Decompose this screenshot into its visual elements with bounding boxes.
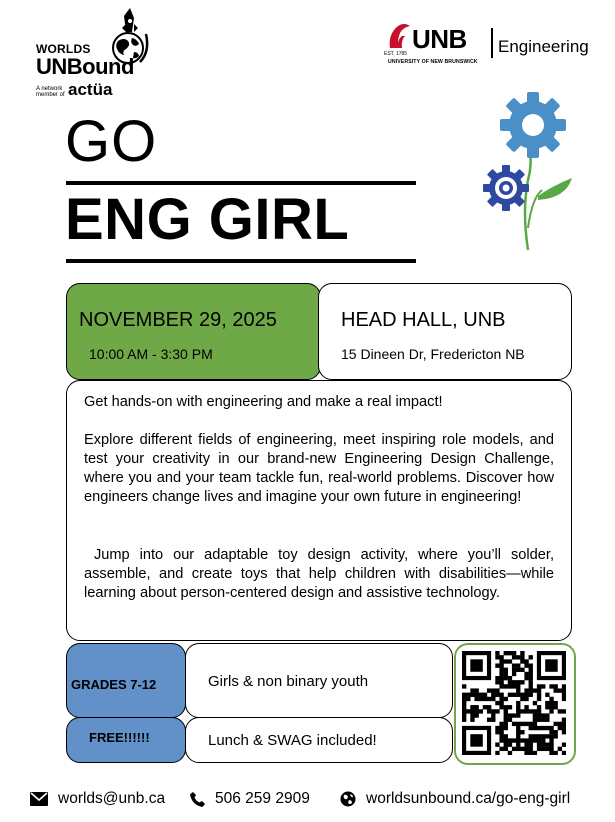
university-text: UNIVERSITY OF NEW BRUNSWICK bbox=[388, 59, 478, 65]
logo-divider bbox=[491, 28, 493, 58]
established-text: EST. 1785 bbox=[384, 51, 408, 57]
date-box bbox=[66, 283, 321, 380]
grades-text: GRADES 7-12 bbox=[71, 677, 157, 692]
title-rule-top bbox=[66, 181, 416, 185]
contact-email[interactable] bbox=[30, 788, 165, 810]
event-venue: HEAD HALL, UNB bbox=[341, 309, 506, 331]
website-text[interactable]: worldsunbound.ca/go-eng-girl bbox=[366, 790, 571, 807]
mail-icon bbox=[30, 792, 48, 806]
audience-text: Girls & non binary youth bbox=[208, 673, 369, 690]
description-intro: Get hands-on with engineering and make a real impact! bbox=[84, 394, 443, 410]
contact-website[interactable] bbox=[340, 788, 570, 810]
actua-text: actüa bbox=[68, 80, 113, 99]
description-paragraph-2: Explore different fields of engineering, meet inspiring role models, and test your creativity in our brand-new Engineering Design Challenge, where you and your team tackle fun, real-world problems. Discover how engineers change lives and imagine your own future in engineering! bbox=[84, 432, 554, 505]
unb-crest-icon bbox=[384, 22, 414, 52]
network-member-text: A network member of bbox=[36, 86, 65, 98]
grades-badge bbox=[66, 643, 186, 718]
qr-code-box[interactable] bbox=[454, 643, 576, 765]
phone-text[interactable]: 506 259 2909 bbox=[215, 790, 310, 807]
description-box bbox=[66, 380, 572, 641]
gear-flower-icon bbox=[466, 88, 596, 258]
description-paragraph-3: Jump into our adaptable toy design activity, where you’ll solder, assemble, and create toys that help children with disabilities—while learning about person-centered design and assistive technology. bbox=[84, 547, 554, 601]
unb-engineering-logo bbox=[384, 22, 604, 68]
unb-text: UNB bbox=[412, 24, 467, 54]
audience-box bbox=[185, 643, 453, 718]
perks-box bbox=[185, 717, 453, 763]
perks-text: Lunch & SWAG included! bbox=[208, 732, 377, 749]
worlds-unbound-logo bbox=[36, 6, 156, 101]
event-address: 15 Dineen Dr, Fredericton NB bbox=[341, 346, 525, 362]
email-text[interactable]: worlds@unb.ca bbox=[58, 790, 166, 807]
globe-icon bbox=[340, 791, 356, 807]
title-rule-bottom bbox=[66, 259, 416, 263]
faculty-text: Engineering bbox=[498, 37, 589, 56]
title-eng-girl: ENG GIRL bbox=[65, 187, 350, 252]
phone-icon bbox=[190, 792, 205, 807]
event-date: NOVEMBER 29, 2025 bbox=[79, 309, 277, 331]
venue-box bbox=[318, 283, 572, 380]
free-badge bbox=[66, 717, 186, 763]
contact-phone[interactable] bbox=[190, 788, 310, 810]
qr-code[interactable] bbox=[462, 651, 566, 755]
worlds-text: WORLDS bbox=[36, 42, 91, 56]
free-text: FREE!!!!!! bbox=[89, 730, 150, 745]
title-go: GO bbox=[65, 109, 158, 174]
event-time: 10:00 AM - 3:30 PM bbox=[89, 346, 213, 362]
unbound-text: UNBound bbox=[36, 54, 134, 79]
contact-footer bbox=[30, 788, 610, 812]
